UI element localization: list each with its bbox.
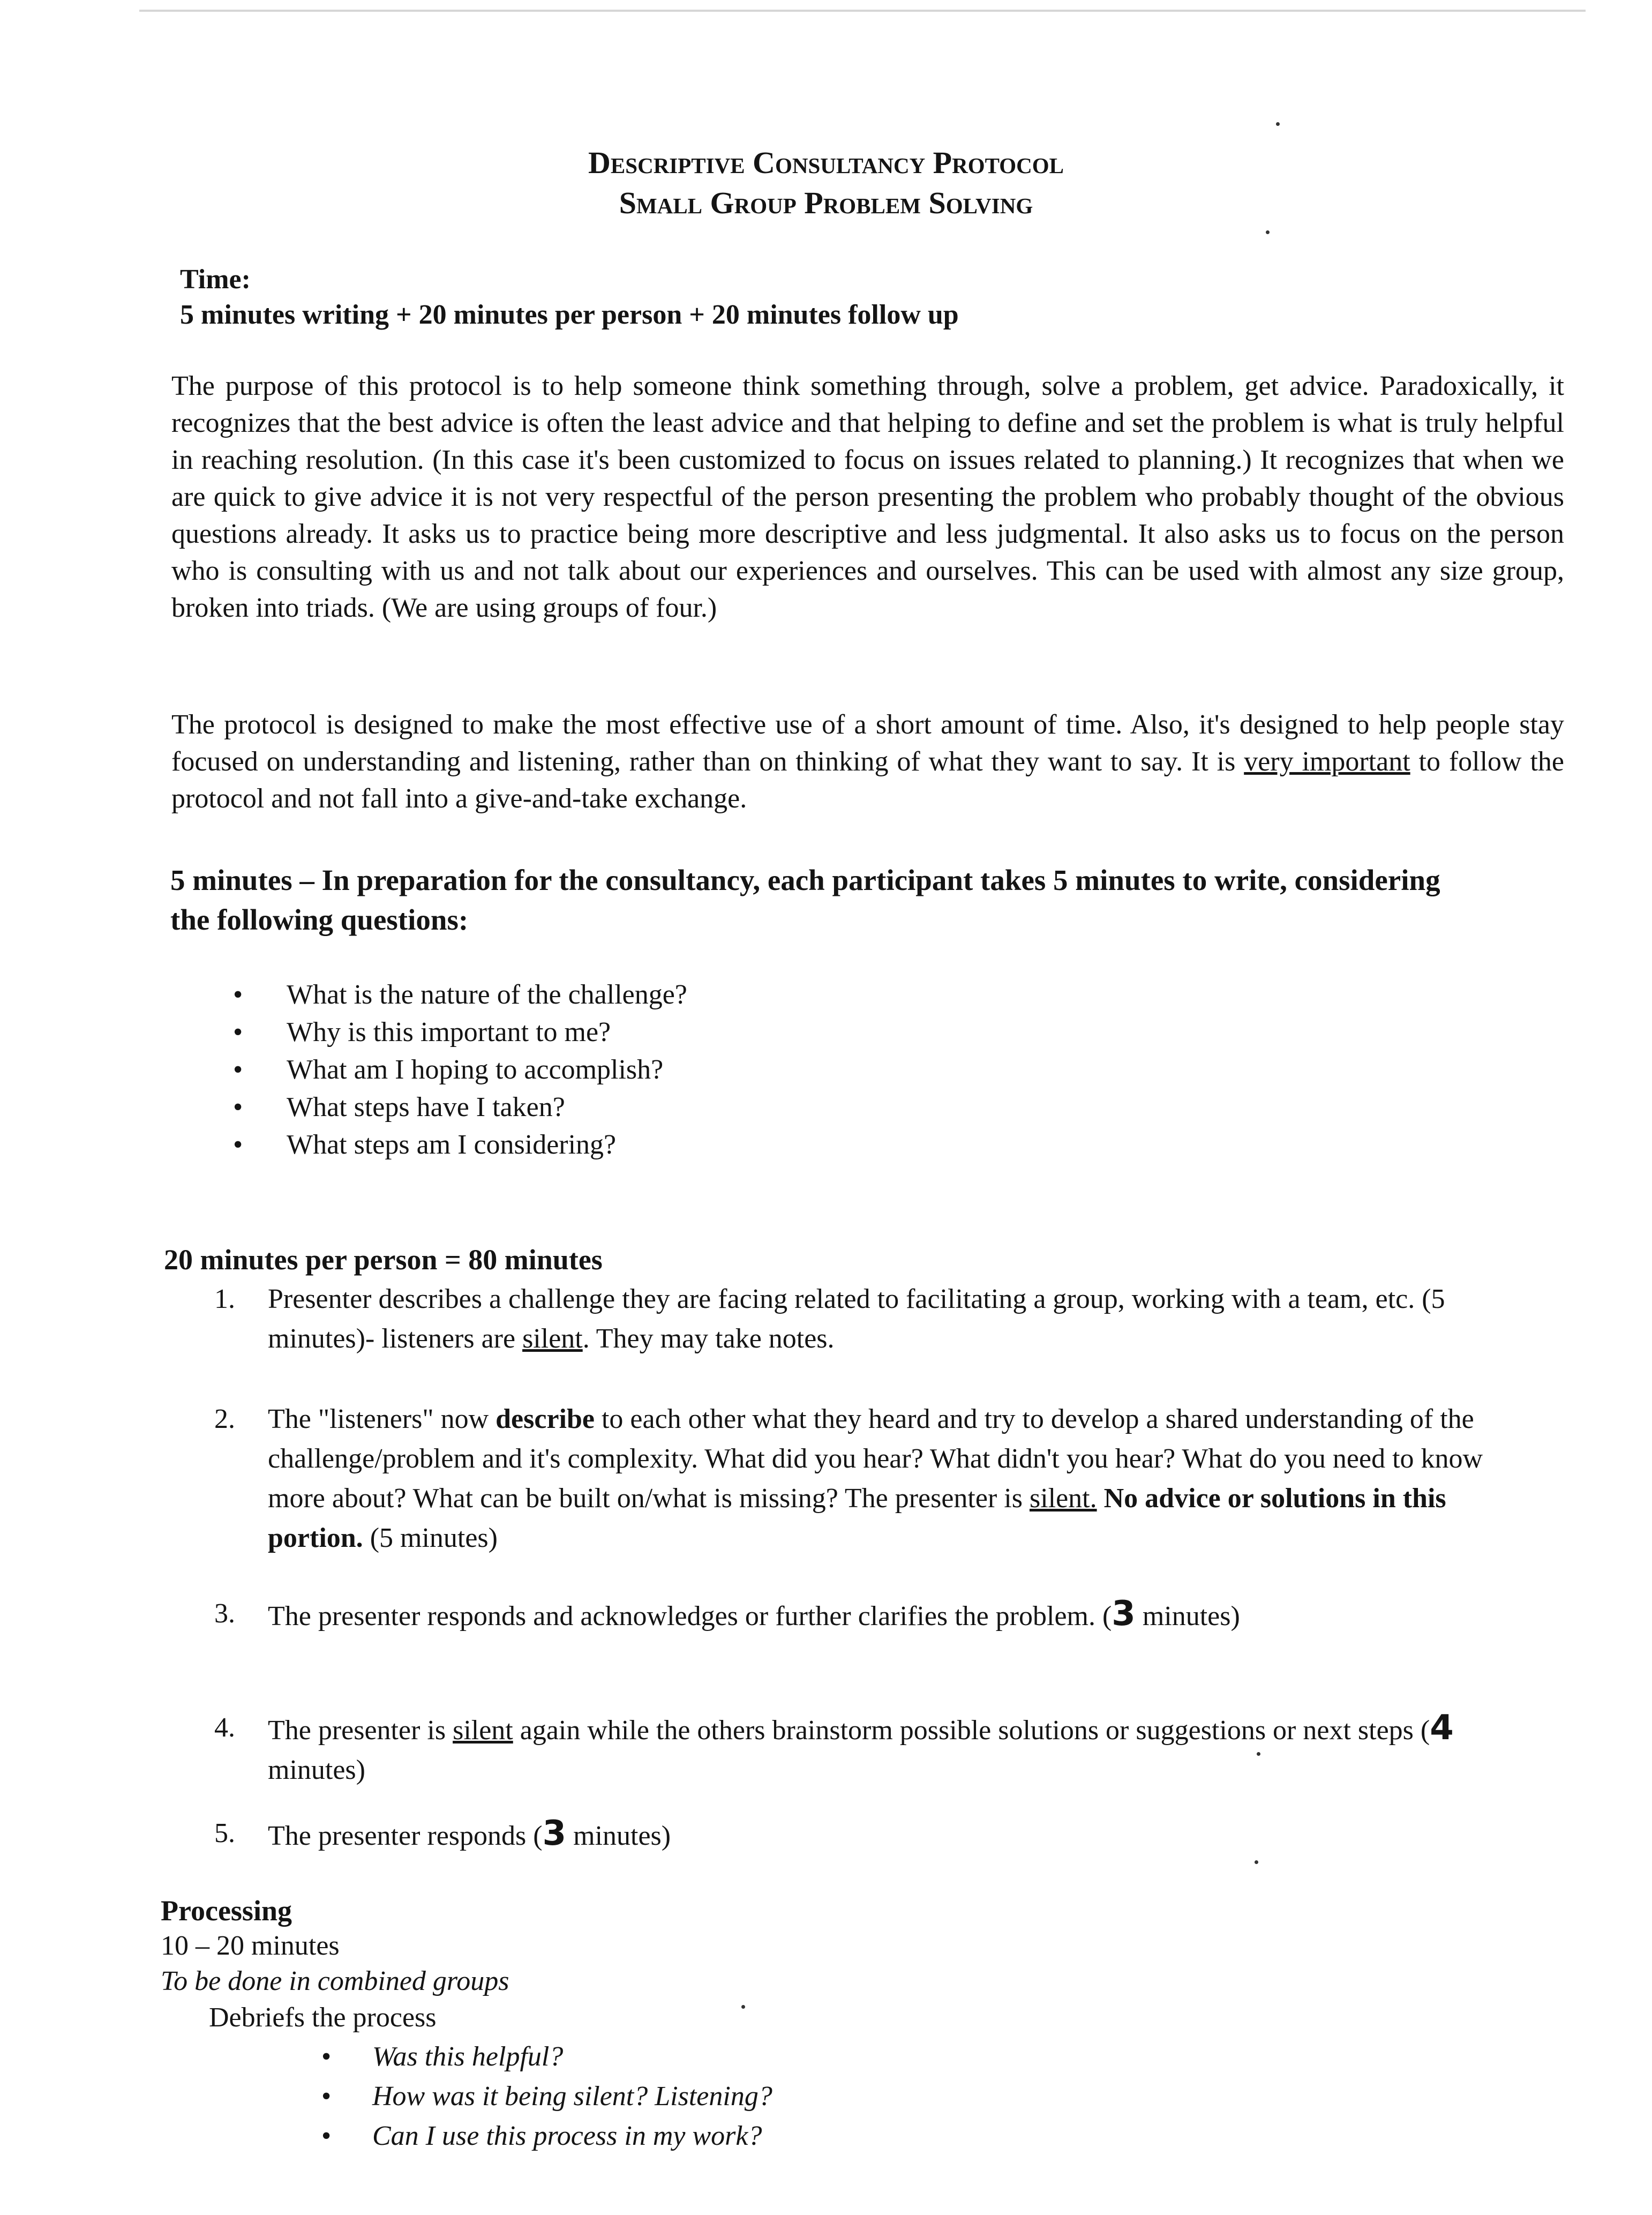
- step-text-part: The presenter responds and acknowledges or further clarifies the problem. (: [268, 1601, 1112, 1632]
- step-number: 3.: [214, 1598, 235, 1629]
- protocol-paragraph: [171, 706, 1564, 817]
- preparation-heading: 5 minutes – In preparation for the consultancy, each participant takes 5 minutes to write, considering the following questions:: [170, 864, 1440, 936]
- scan-speck: [1266, 230, 1270, 234]
- preparation-questions: [233, 976, 687, 1164]
- step-2: [214, 1400, 1500, 1558]
- step-underlined: silent.: [1029, 1483, 1097, 1514]
- step-text-part: to each other what they heard and try to develop a shared understanding of the challenge/problem and it's complexity. What did you hear? What didn't you hear? What do you need to know more about? What can be built on/what is missing? The presenter is: [268, 1404, 1483, 1514]
- list-item: • What am I hoping to accomplish?: [233, 1051, 687, 1089]
- list-item: • What is the nature of the challenge?: [233, 976, 687, 1014]
- protocol-text-start: The protocol is designed to make the most effective use of a short amount of time. Also, it's designed to help people stay focused on understanding and listening, rather than on thinking of what they want to say. It is: [171, 709, 1564, 777]
- processing-heading: Processing: [161, 1895, 292, 1927]
- step-underlined: silent: [453, 1715, 513, 1746]
- step-text-part: . They may take notes.: [582, 1323, 835, 1354]
- step-number: 4.: [214, 1712, 235, 1743]
- list-item: • Can I use this process in my work?: [321, 2116, 772, 2156]
- step-bold: describe: [495, 1404, 595, 1434]
- list-item: • What steps have I taken?: [233, 1089, 687, 1126]
- step-5: [214, 1814, 1500, 1856]
- processing-time: 10 – 20 minutes: [161, 1930, 340, 1961]
- step-text-part: The presenter responds (: [268, 1821, 543, 1851]
- time-label: Time:: [180, 264, 251, 295]
- time-summary: 5 minutes writing + 20 minutes per person + 20 minutes follow up: [180, 300, 959, 330]
- document-title: Descriptive Consultancy Protocol: [588, 145, 1064, 180]
- handwritten-number: 3: [542, 1814, 567, 1853]
- scan-speck: [741, 2005, 745, 2009]
- scan-top-edge: [139, 10, 1586, 12]
- step-number: 1.: [214, 1284, 235, 1314]
- handwritten-number: 3: [1112, 1594, 1136, 1634]
- list-item: • Why is this important to me?: [233, 1014, 687, 1051]
- handwritten-number: 4: [1430, 1708, 1454, 1748]
- step-bold: No advice or solutions in this portion.: [268, 1483, 1446, 1553]
- step-text: [268, 1400, 1500, 1558]
- step-text: [268, 1279, 1500, 1359]
- step-4: [214, 1708, 1500, 1790]
- scan-speck: [1255, 1860, 1258, 1864]
- list-item: • What steps am I considering?: [233, 1126, 687, 1164]
- emphasis-underlined: very important: [1244, 746, 1410, 777]
- step-text-part: minutes): [268, 1755, 365, 1785]
- step-text-part: again while the others brainstorm possible solutions or suggestions or next steps (: [513, 1715, 1430, 1746]
- scan-speck: [1257, 1752, 1260, 1756]
- step-number: 5.: [214, 1818, 235, 1849]
- step-text-part: The "listeners" now: [268, 1404, 496, 1434]
- step-text: [268, 1708, 1500, 1790]
- step-1: [214, 1279, 1500, 1359]
- step-text-part: The presenter is: [268, 1715, 453, 1746]
- step-number: 2.: [214, 1404, 235, 1434]
- step-text-part: (5 minutes): [363, 1523, 498, 1553]
- step-underlined: silent: [522, 1323, 583, 1354]
- step-text-part: minutes): [566, 1821, 671, 1851]
- processing-where: To be done in combined groups: [161, 1966, 509, 1996]
- step-text-part: minutes): [1135, 1601, 1240, 1632]
- list-item: • Was this helpful?: [321, 2037, 772, 2077]
- scan-speck: [1276, 122, 1280, 126]
- step-text: [268, 1594, 1500, 1636]
- per-person-heading: 20 minutes per person = 80 minutes: [164, 1244, 603, 1276]
- intro-paragraph: The purpose of this protocol is to help someone think something through, solve a problem, get advice. Paradoxically, it recognizes that the best advice is often the least advice and that helping to define and set the problem is what is truly helpful in reaching resolution. (In this case it's been customized to focus on issues related to planning.) It recognizes that when we are quick to give advice it is not very respectful of the person presenting the problem who probably thought of the obvious questions already. It asks us to practice being more descriptive and less judgmental. It also asks us to focus on the person who is consulting with us and not talk about our experiences and ourselves. This can be used with almost any size group, broken into triads. (We are using groups of four.): [171, 371, 1564, 623]
- list-item: • How was it being silent? Listening?: [321, 2077, 772, 2116]
- debrief-questions: [321, 2037, 772, 2156]
- document-subtitle: Small Group Problem Solving: [619, 185, 1033, 220]
- processing-debrief: Debriefs the process: [209, 2002, 437, 2033]
- protocol-text-end: to follow the protocol and not fall into a give-and-take exchange.: [171, 746, 1564, 814]
- step-3: [214, 1594, 1500, 1636]
- step-text: [268, 1814, 1500, 1856]
- step-text-part: Presenter describes a challenge they are facing related to facilitating a group, working with a team, etc. (5 minutes)- listeners are: [268, 1284, 1445, 1354]
